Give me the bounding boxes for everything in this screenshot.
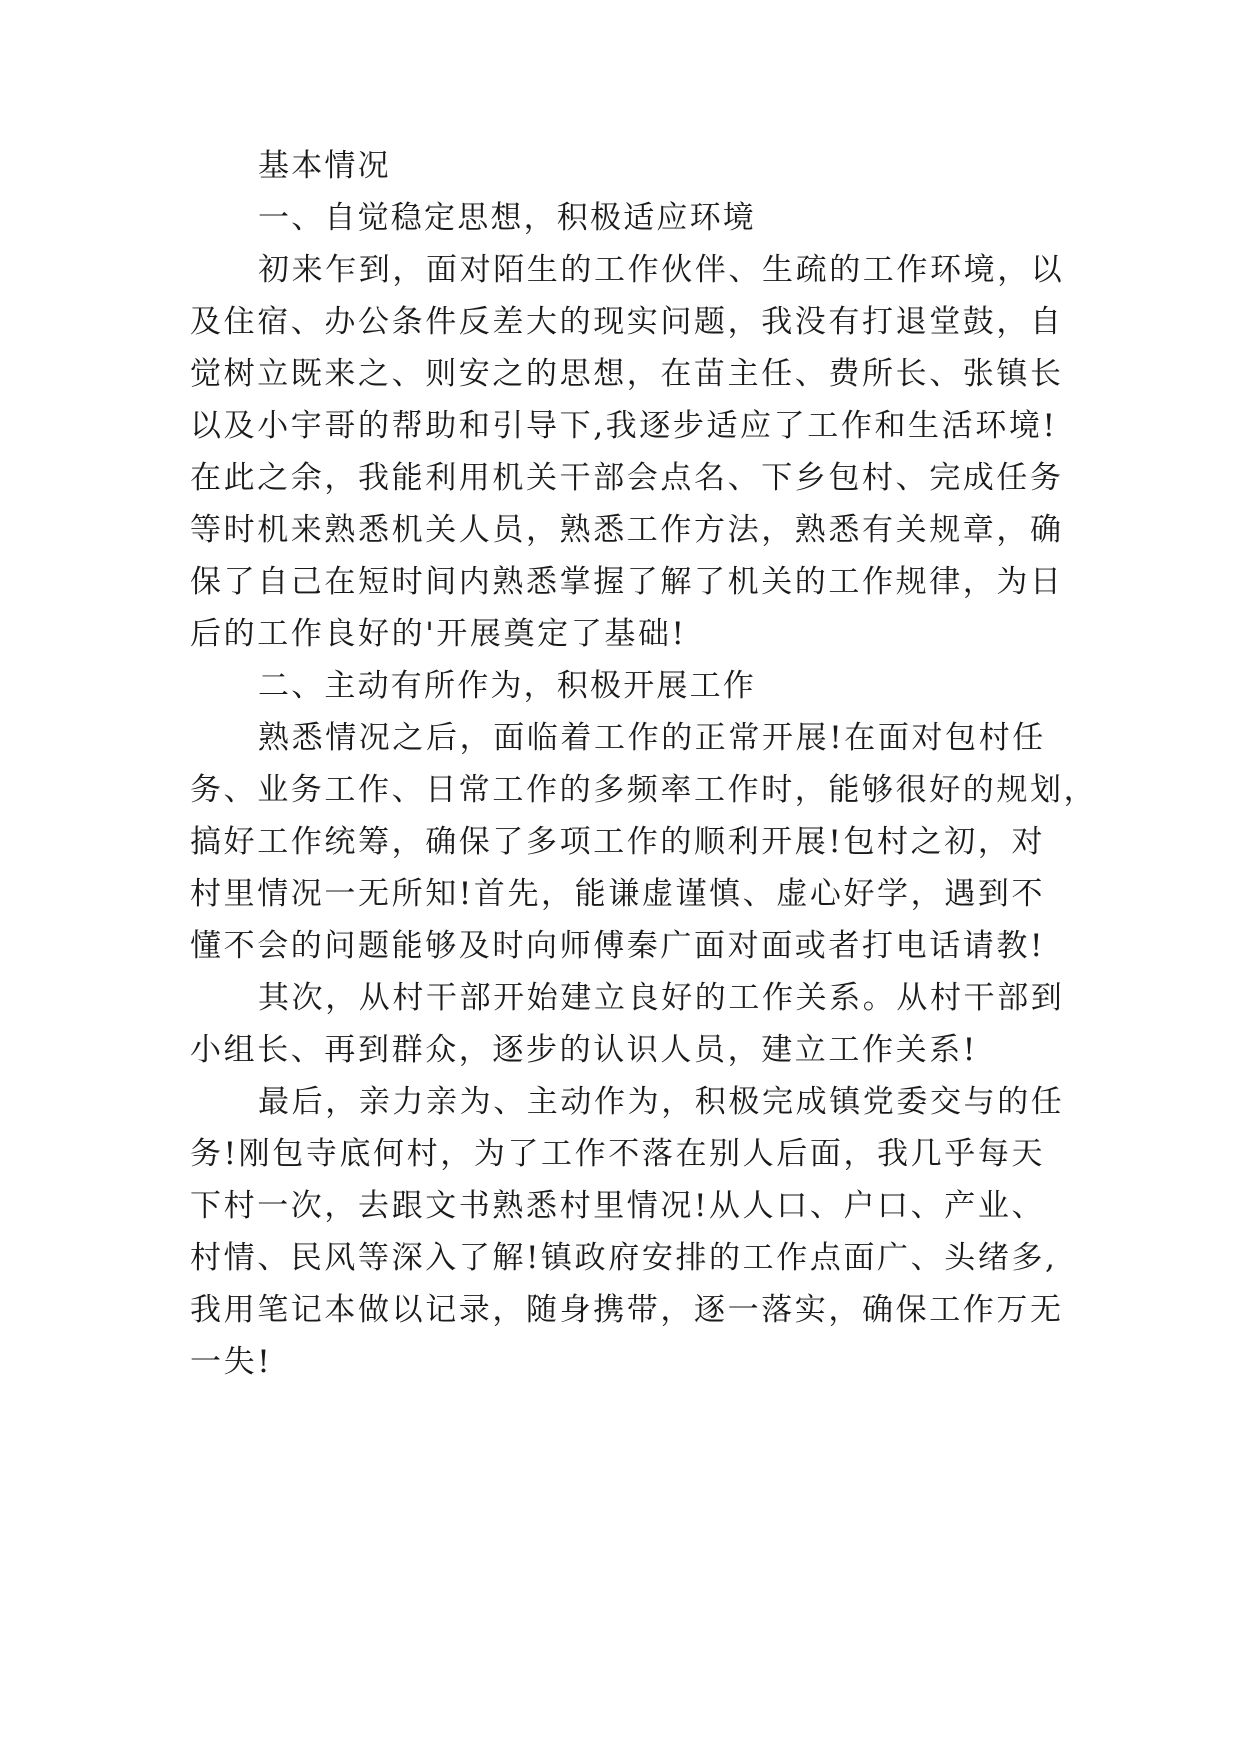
paragraph-line: 以及小宇哥的帮助和引导下,我逐步适应了工作和生活环境! (190, 408, 1058, 444)
paragraph-line: 村里情况一无所知!首先，能谦虚谨慎、虚心好学，遇到不 (190, 876, 1046, 912)
paragraph-line: 村情、民风等深入了解!镇政府安排的工作点面广、头绪多, (190, 1240, 1058, 1276)
paragraph-line: 懂不会的问题能够及时向师傅秦广面对面或者打电话请教! (190, 928, 1046, 964)
section-title: 基本情况 (258, 148, 391, 184)
paragraph-line: 保了自己在短时间内熟悉掌握了解了机关的工作规律，为日 (190, 564, 1064, 600)
paragraph-line: 等时机来熟悉机关人员，熟悉工作方法，熟悉有关规章，确 (190, 512, 1064, 548)
paragraph-line: 最后，亲力亲为、主动作为，积极完成镇党委交与的任 (258, 1084, 1065, 1120)
paragraph-line: 小组长、再到群众，逐步的认识人员，建立工作关系! (190, 1032, 978, 1068)
paragraph-line: 其次，从村干部开始建立良好的工作关系。从村干部到 (258, 980, 1065, 1016)
paragraph-line: 务、业务工作、日常工作的多频率工作时，能够很好的规划， (190, 772, 1098, 808)
paragraph-line: 在此之余，我能利用机关干部会点名、下乡包村、完成任务 (190, 460, 1064, 496)
paragraph-line: 我用笔记本做以记录，随身携带，逐一落实，确保工作万无 (190, 1292, 1064, 1328)
paragraph-line: 搞好工作统筹，确保了多项工作的顺利开展!包村之初，对 (190, 824, 1046, 860)
paragraph-line: 后的工作良好的'开展奠定了基础! (190, 616, 687, 652)
paragraph-line: 初来乍到，面对陌生的工作伙伴、生疏的工作环境，以 (258, 252, 1065, 288)
paragraph-line: 觉树立既来之、则安之的思想，在苗主任、费所长、张镇长 (190, 356, 1064, 392)
paragraph-line: 一失! (190, 1344, 273, 1380)
heading-two: 二、主动有所作为，积极开展工作 (258, 668, 756, 704)
heading-one: 一、自觉稳定思想，积极适应环境 (258, 200, 756, 236)
paragraph-line: 及住宿、办公条件反差大的现实问题，我没有打退堂鼓，自 (190, 304, 1064, 340)
paragraph-line: 务!刚包寺底何村，为了工作不落在别人后面，我几乎每天 (190, 1136, 1046, 1172)
paragraph-line: 下村一次，去跟文书熟悉村里情况!从人口、户口、产业、 (190, 1188, 1046, 1224)
paragraph-line: 熟悉情况之后，面临着工作的正常开展!在面对包村任 (258, 720, 1046, 756)
